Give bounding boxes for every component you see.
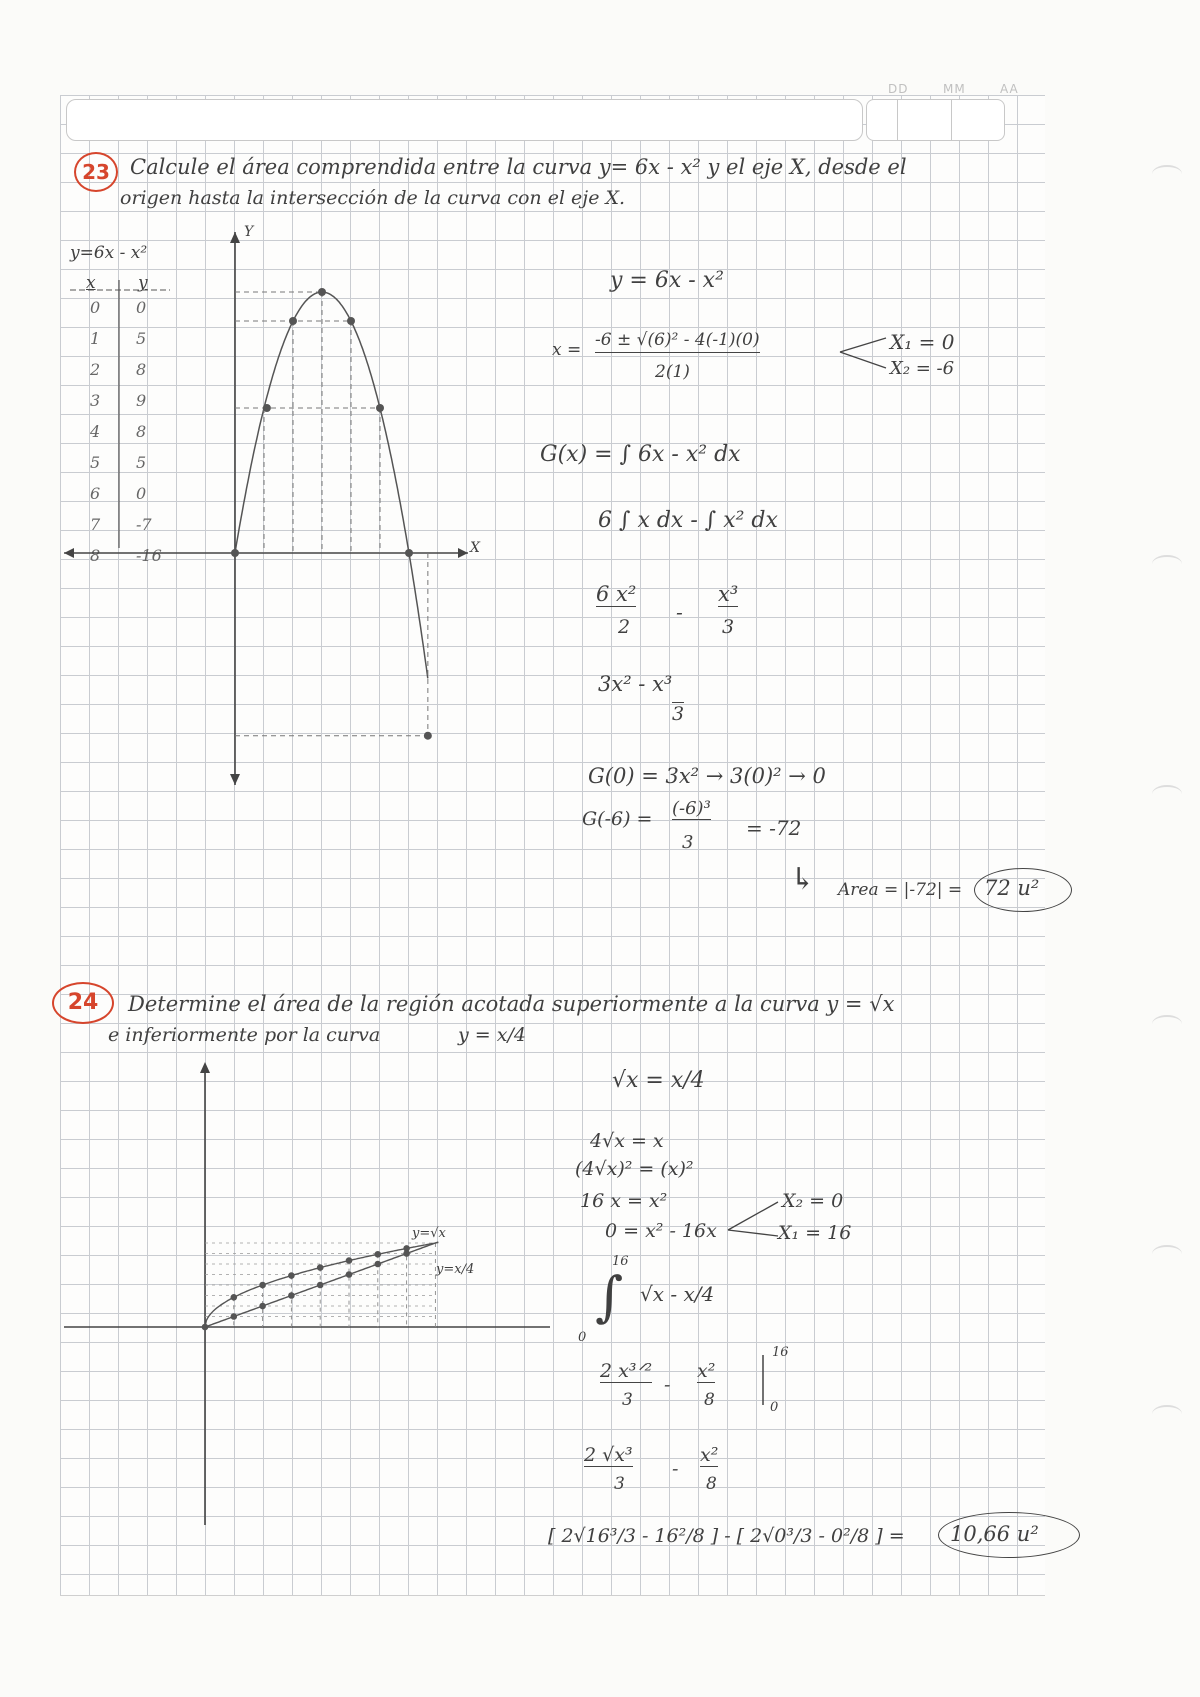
integral-split: 6 ∫ x dx - ∫ x² dx <box>598 508 778 533</box>
table-header-x: x <box>86 273 96 293</box>
eq-23: y = 6x - x² <box>610 268 724 293</box>
g-integral: G(x) = ∫ 6x - x² dx <box>540 442 741 467</box>
anti2-minus: - <box>672 1458 679 1480</box>
step-b-den: 3 <box>722 616 735 638</box>
table-cell-x: 0 <box>90 298 101 317</box>
step-b-num: x³ <box>718 582 739 606</box>
table-cell-y: -7 <box>136 515 152 534</box>
anti2-b-den: 8 <box>706 1474 717 1494</box>
integral-upper-24: 16 <box>612 1254 629 1269</box>
anti-a-den: 3 <box>622 1390 633 1410</box>
table-cell-y: 8 <box>136 422 147 441</box>
table-cell-y: 9 <box>136 391 147 410</box>
curve-label-sqrt: y=√x <box>412 1226 446 1241</box>
table-cell-x: 5 <box>90 453 101 472</box>
step-24-1: 4√x = x <box>590 1130 664 1152</box>
anti-b-den: 8 <box>704 1390 715 1410</box>
date-label-mm: MM <box>943 82 966 96</box>
quad-denominator: 2(1) <box>655 362 690 382</box>
table-cell-y: 5 <box>136 329 147 348</box>
step-a-den: 2 <box>618 616 631 638</box>
result-arrow-icon: ↳ <box>790 862 816 897</box>
g-of-m6-result: = -72 <box>746 816 802 840</box>
problem-23-statement-line2: origen hasta la intersección de la curva con el eje X. <box>120 187 626 209</box>
table-title: y=6x - x² <box>70 243 148 263</box>
step-a-num: 6 x² <box>596 582 637 606</box>
anti2-a-num: 2 √x³ <box>584 1444 633 1466</box>
problem-number-23: 23 <box>74 152 118 192</box>
integral-lower-24: 0 <box>578 1330 587 1345</box>
simplified-den: 3 <box>672 703 685 725</box>
y-axis-label-23: Y <box>244 224 254 240</box>
root-x2: X₂ = -6 <box>890 358 955 379</box>
problem-23-statement-line1: Calcule el área comprendida entre la curva y= 6x - x² y el eje X, desde el <box>130 155 907 179</box>
eq-24: √x = x/4 <box>612 1068 705 1093</box>
anti-b-num: x² <box>697 1360 716 1382</box>
problem-number-24: 24 <box>52 982 114 1024</box>
curve-label-linear: y=x/4 <box>436 1262 475 1277</box>
table-cell-y: 5 <box>136 453 147 472</box>
anti-a-num: 2 x³ᐟ² <box>600 1360 653 1382</box>
table-cell-x: 7 <box>90 515 101 534</box>
g-of-0: G(0) = 3x² → 3(0)² → 0 <box>588 764 826 788</box>
integral-sign-24: ∫ <box>595 1265 624 1328</box>
g-of-m6-label: G(-6) = <box>582 808 653 830</box>
root-24-x2: X₂ = 0 <box>782 1190 844 1212</box>
area-label-23: Area = |-72| = <box>838 880 963 900</box>
table-cell-y: 8 <box>136 360 147 379</box>
date-label-dd: DD <box>888 82 909 96</box>
g-of-m6-num: (-6)³ <box>672 798 711 819</box>
problem-24-statement-eq: y = x/4 <box>458 1024 526 1046</box>
answer-24: 10,66 u² <box>950 1522 1039 1546</box>
quad-numerator: -6 ± √(6)² - 4(-1)(0) <box>595 330 760 353</box>
problem-24-statement-line1: Determine el área de la región acotada superiormente a la curva y = √x <box>128 992 895 1016</box>
problem-24-statement-line2: e inferiormente por la curva <box>108 1024 381 1046</box>
answer-23: 72 u² <box>984 876 1040 900</box>
quad-x: x = <box>552 340 582 360</box>
step-24-4: 0 = x² - 16x <box>605 1220 717 1242</box>
anti-minus: - <box>664 1374 671 1396</box>
step-24-3: 16 x = x² <box>580 1190 668 1212</box>
table-cell-x: 8 <box>90 546 101 565</box>
table-header-y: y <box>138 273 148 293</box>
simplified: 3x² - x³ <box>598 672 673 696</box>
table-cell-x: 3 <box>90 391 101 410</box>
integrand-24: √x - x/4 <box>640 1282 715 1306</box>
root-x1: X₁ = 0 <box>890 330 955 354</box>
table-cell-y: 0 <box>136 298 147 317</box>
final-expression: [ 2√16³/3 - 16²/8 ] - [ 2√0³/3 - 0²/8 ] = <box>548 1525 905 1547</box>
step-24-2: (4√x)² = (x)² <box>575 1158 694 1180</box>
table-cell-y: -16 <box>136 546 162 565</box>
root-24-x1: X₁ = 16 <box>778 1222 852 1244</box>
minus-sign: - <box>676 600 683 624</box>
date-label-aa: AA <box>1000 82 1019 96</box>
table-cell-y: 0 <box>136 484 147 503</box>
anti2-b-num: x² <box>700 1444 719 1466</box>
x-axis-label-23: X <box>470 540 480 556</box>
table-cell-x: 6 <box>90 484 101 503</box>
table-cell-x: 4 <box>90 422 101 441</box>
anti2-a-den: 3 <box>614 1474 625 1494</box>
table-cell-x: 2 <box>90 360 101 379</box>
eval-upper: 16 <box>772 1345 789 1360</box>
g-of-m6-den: 3 <box>682 832 694 853</box>
table-cell-x: 1 <box>90 329 101 348</box>
eval-lower: 0 <box>770 1400 779 1415</box>
